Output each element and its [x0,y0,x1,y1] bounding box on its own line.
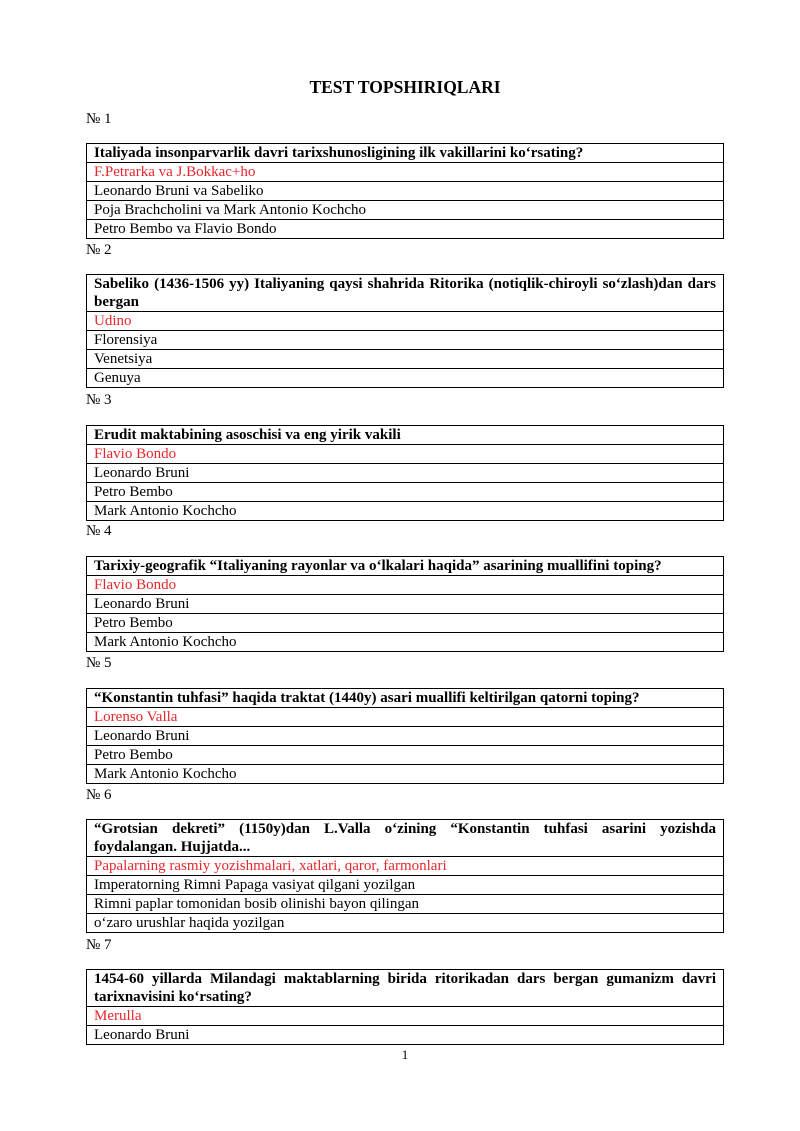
answer-option: Poja Brachcholini va Mark Antonio Kochcho [87,201,724,220]
document-title: TEST TOPSHIRIQLARI [309,77,501,97]
question-number: № 4 [86,523,112,539]
correct-answer-option: Udino [87,312,724,331]
answer-option: Petro Bembo [87,746,724,765]
answer-option: Petro Bembo [87,614,724,633]
question-text: Sabeliko (1436-1506 yy) Italiyaning qaysi shahrida Ritorika (notiqlik-chiroyli so‘zlash)dan dars bergan [87,275,724,312]
answer-option: Imperatorning Rimni Papaga vasiyat qilgani yozilgan [87,876,724,895]
answer-option: Leonardo Bruni [87,595,724,614]
answer-option: Mark Antonio Kochcho [87,502,724,521]
question-text: Erudit maktabining asoschisi va eng yirik vakili [87,426,724,445]
question-number: № 1 [86,111,112,127]
correct-answer-option: Lorenso Valla [87,708,724,727]
correct-answer-option: F.Petrarka va J.Bokkac+ho [87,163,724,182]
answer-option: Leonardo Bruni [87,1026,724,1045]
question-text: “Grotsian dekreti” (1150y)dan L.Valla o‘zining “Konstantin tuhfasi asarini yozishda foydalangan. Hujjatda... [87,820,724,857]
correct-answer-option: Flavio Bondo [87,576,724,595]
answer-option: Rimni paplar tomonidan bosib olinishi bayon qilingan [87,895,724,914]
question-table [86,274,724,388]
question-table [86,969,724,1045]
answer-option: Genuya [87,369,724,388]
answer-option: Leonardo Bruni va Sabeliko [87,182,724,201]
correct-answer-option: Flavio Bondo [87,445,724,464]
question-table [86,143,724,239]
question-number: № 2 [86,242,112,258]
question-text: “Konstantin tuhfasi” haqida traktat (1440y) asari muallifi keltirilgan qatorni toping? [87,689,724,708]
answer-option: o‘zaro urushlar haqida yozilgan [87,914,724,933]
correct-answer-option: Merulla [87,1007,724,1026]
page-number: 1 [401,1047,409,1062]
answer-option: Florensiya [87,331,724,350]
question-table [86,688,724,784]
question-table [86,819,724,933]
answer-option: Mark Antonio Kochcho [87,765,724,784]
correct-answer-option: Papalarning rasmiy yozishmalari, xatlari, qaror, farmonlari [87,857,724,876]
question-table [86,425,724,521]
answer-option: Leonardo Bruni [87,727,724,746]
answer-option: Petro Bembo va Flavio Bondo [87,220,724,239]
question-number: № 3 [86,392,112,408]
question-text: Italiyada insonparvarlik davri tarixshunosligining ilk vakillarini ko‘rsating? [87,144,724,163]
answer-option: Mark Antonio Kochcho [87,633,724,652]
question-number: № 7 [86,937,112,953]
question-number: № 5 [86,655,112,671]
question-table [86,556,724,652]
question-text: 1454-60 yillarda Milandagi maktablarning birida ritorikadan dars bergan gumanizm davri tarixnavisini ko‘rsating? [87,970,724,1007]
answer-option: Petro Bembo [87,483,724,502]
question-text: Tarixiy-geografik “Italiyaning rayonlar va o‘lkalari haqida” asarining muallifini toping? [87,557,724,576]
question-number: № 6 [86,787,112,803]
answer-option: Leonardo Bruni [87,464,724,483]
answer-option: Venetsiya [87,350,724,369]
